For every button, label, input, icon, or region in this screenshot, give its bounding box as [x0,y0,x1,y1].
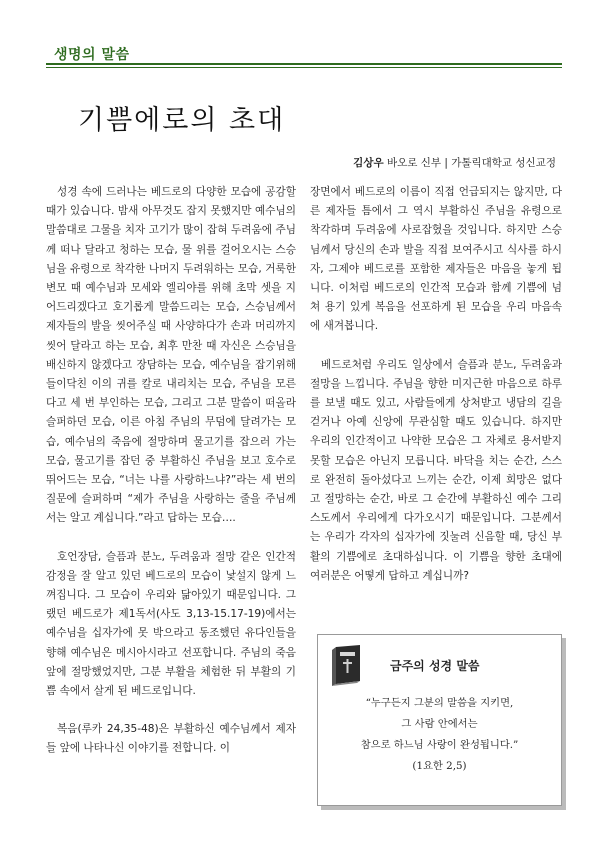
paragraph: 호언장담, 슬픔과 분노, 두려움과 절망 같은 인간적 감정을 잘 알고 있던 베드로의 모습이 낯설지 않게 느껴집니다. 그 모습이 우리와 닮아있기 때문입니다. 그랬던 베드로가 제1독서(사도 3,13-15.17-19)에서는 예수님을 십자가에 못 박으라고 동조했던 유다인들을 향해 예수님은 메시아시라고 선포합니다. 주님의 죽음 앞에 절망했었지만, 그분 부활을 체험한 뒤 부활의 기쁨 속에서 살게 된 베드로입니다. [46,550,296,698]
paragraph: 성경 속에 드러나는 베드로의 다양한 모습에 공감할 때가 있습니다. 밤새 아무것도 잡지 못했지만 예수님의 말씀대로 그물을 치자 고기가 많이 잡혀 두려움에 주님께 떠나 달라고 청하는 모습, 물 위를 걸어오시는 스승님을 유령으로 착각한 나머지 두려워하는 모습, 거룩한 변모 때 예수님과 모세와 엘리야를 위해 초막 셋을 지어드리겠다고 호기롭게 말씀드리는 모습, 스승님께서 제자들의 발을 씻어주실 때 사양하다가 손과 머리까지 씻어 달라고 하는 모습, 최후 만찬 때 자신은 스승님을 배신하지 않겠다고 장담하는 모습, 예수님을 잡기위해 들이닥친 이의 귀를 칼로 내리치는 모습, 주님을 모른다고 세 번 부인하는 모습, 그리고 그분 말씀이 떠올라 슬퍼하던 모습, 이른 아침 주님의 무덤에 달려가는 모습, 예수님의 죽음에 절망하며 물고기를 잡으러 가는 모습, 물고기를 잡던 중 부활하신 주님을 보고 호수로 뛰어드는 모습, “너는 나를 사랑하느냐?”라는 세 번의 질문에 슬퍼하며 “제가 주님을 사랑하는 줄을 주님께서는 알고 계십니다.”라고 답하는 모습…. [46,186,296,525]
section-header-label: 생명의 말씀 [54,47,130,63]
right-column [310,183,562,586]
author-name: 김상우 [353,157,384,169]
left-column [46,183,296,759]
verse-heading: 금주의 성경 말씀 [390,659,480,673]
header-rule-thin [46,67,562,68]
paragraph: 복음(루카 24,35-48)은 부활하신 예수님께서 제자들 앞에 나타나신 이야기를 전합니다. 이 [46,723,296,755]
bible-book-icon [330,643,364,687]
verse-line: 참으로 하느님 사랑이 완성됩니다.” [360,739,519,751]
verse-text [318,693,561,777]
paragraph: 베드로처럼 우리도 일상에서 슬픔과 분노, 두려움과 절망을 느낍니다. 주님을 향한 미지근한 마음으로 하루를 보낼 때도 있고, 사람들에게 상처받고 냉담의 길을 걷거나 아예 신앙에 무관심할 때도 있습니다. 하지만 우리의 인간적이고 나약한 모습은 그 자체로 용서받지 못할 모습은 아닌지 모릅니다. 바닥을 치는 순간, 스스로 완전히 돌아섰다고 느끼는 순간, 이제 희망은 없다고 절망하는 순간, 바로 그 순간에 부활하신 예수 그리스도께서 우리에게 다가오시기 때문입니다. 그분께서는 우리가 각자의 십자가에 짓눌려 신음할 때, 당신 부활의 기쁨에로 초대하십니다. 이 기쁨을 향한 초대에 여러분은 어떻게 답하고 계십니까? [310,358,562,582]
article-title: 기쁨에로의 초대 [78,105,286,136]
weekly-verse-box [317,634,562,806]
verse-line: “누구든지 그분의 말씀을 지키면, [365,697,514,709]
author-affiliation: 바오로 신부 | 가톨릭대학교 성신교정 [386,157,556,169]
header-rule [46,63,562,65]
verse-reference: (1요한 2,5) [412,760,467,772]
paragraph: 장면에서 베드로의 이름이 직접 언급되지는 않지만, 다른 제자들 틈에서 그 역시 부활하신 주님을 유령으로 착각하며 두려움에 사로잡혔을 것입니다. 하지만 스승님께서 당신의 손과 발을 직접 보여주시고 식사를 하시자, 그제야 베드로를 포함한 제자들은 마음을 놓게 됩니다. 이처럼 베드로의 인간적 모습과 함께 기쁨에 넘쳐 용기 있게 복음을 선포하게 된 모습을 우리 마음속에 새겨봅니다. [310,186,562,333]
author-line [353,155,556,170]
verse-line: 그 사람 안에서는 [401,718,478,730]
